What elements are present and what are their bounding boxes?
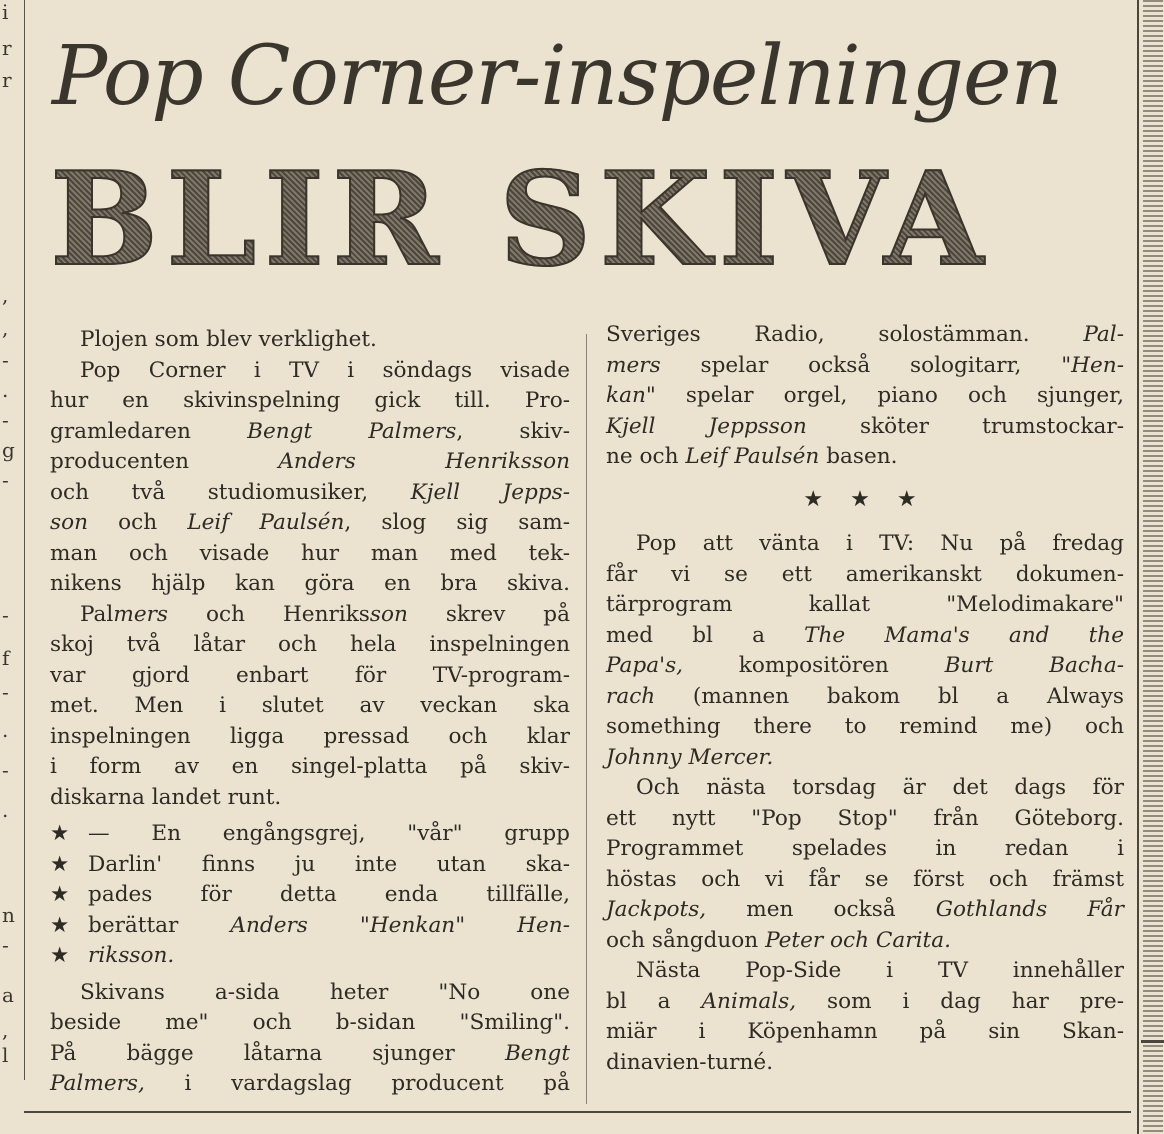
star-icon: ★ [50, 943, 70, 968]
edge-letter: l [2, 1043, 9, 1067]
text-line: med bl a The Mama's and the [606, 622, 1124, 648]
text-line: Och nästa torsdag är det dags för [636, 775, 1124, 800]
edge-letter: r [2, 36, 12, 60]
text-line: mers spelar också sologitarr, "Hen- [606, 352, 1124, 378]
text-line: och sångduon Peter och Carita. [606, 927, 951, 953]
text-line: hur en skivinspelning gick till. Pro- [50, 388, 570, 413]
edge-letter: - [2, 680, 9, 704]
text-line: son och Leif Paulsén, slog sig sam- [50, 510, 570, 535]
edge-letter: . [2, 718, 9, 742]
star-line-text: pades för detta enda tillfälle, [88, 882, 570, 907]
text-line: met. Men i slutet av veckan ska [50, 693, 570, 718]
text-line: bl a Animals, som i dag har pre- [606, 988, 1124, 1014]
star-line-text: — En engångsgrej, "vår" grupp [88, 821, 570, 846]
text-line: ne och Leif Paulsén basen. [606, 444, 898, 469]
text-line: Programmet spelades in redan i [606, 836, 1124, 861]
edge-letter: i [2, 0, 9, 24]
star-line [50, 911, 570, 942]
star-icon: ★ [50, 821, 70, 846]
edge-letter: - [2, 468, 9, 492]
text-line: Skivans a-sida heter "No one [80, 979, 570, 1005]
text-line: producenten Anders Henriksson [50, 449, 571, 474]
text-line: får vi se ett amerikanskt dokumen- [606, 561, 1124, 587]
edge-letter: g [2, 438, 15, 462]
article-headline: BLIR SKIVA [50, 145, 992, 295]
edge-letter: - [2, 933, 9, 957]
star-icon: ★ [50, 851, 70, 877]
star-icon: ★ [50, 912, 70, 938]
text-line: höstas och vi får se först och främst [606, 866, 1124, 892]
star-line [50, 880, 570, 911]
text-line: beside me" och b-sidan "Smiling". [50, 1010, 570, 1035]
edge-letter: , [2, 283, 9, 307]
edge-letter: , [2, 1018, 9, 1042]
edge-letter: . [2, 378, 9, 402]
edge-letter: - [2, 408, 9, 432]
star-line [50, 941, 570, 972]
star-line-text: Darlin' finns ju inte utan ska- [88, 851, 570, 877]
star-icon: ★ [50, 882, 70, 907]
text-line: Johnny Mercer. [606, 744, 774, 770]
edge-letter: r [2, 68, 12, 92]
text-line: kan" spelar orgel, piano och sjunger, [606, 383, 1124, 408]
edge-letter: n [2, 903, 15, 927]
right-column [606, 320, 1124, 1078]
star-block [50, 819, 570, 972]
text-line: inspelningen ligga pressad och klar [50, 723, 570, 749]
text-line: tärprogram kallat "Melodimakare" [606, 592, 1124, 617]
left-column [50, 325, 570, 1100]
edge-letter: - [2, 758, 9, 782]
text-line: Jackpots, men också Gothlands Får [606, 897, 1124, 922]
ornamental-border [1131, 0, 1164, 1134]
text-line: skoj två låtar och hela inspelningen [50, 632, 570, 657]
star-line-text: berättar Anders "Henkan" Hen- [88, 912, 570, 938]
edge-letter: - [2, 603, 9, 627]
text-line: gramledaren Bengt Palmers, skiv- [50, 418, 570, 444]
edge-letter: a [2, 983, 14, 1007]
text-line: nikens hjälp kan göra en bra skiva. [50, 571, 570, 596]
edge-letter: , [2, 316, 9, 340]
bottom-rule [24, 1111, 1131, 1113]
text-line: och två studiomusiker, Kjell Jepps- [50, 479, 570, 505]
text-line: diskarna landet runt. [50, 784, 282, 810]
text-line: Palmers, i vardagslag producent på [50, 1071, 570, 1096]
text-line: dinavien-turné. [606, 1049, 774, 1075]
text-line: Pop Corner i TV i söndags visade [80, 357, 570, 383]
edge-letter: f [2, 646, 10, 670]
star-separator: ★ ★ ★ [803, 486, 927, 512]
column-divider [586, 334, 587, 1104]
text-line: something there to remind me) och [606, 714, 1124, 739]
text-line: miär i Köpenhamn på sin Skan- [606, 1019, 1124, 1044]
text-line: Plojen som blev verklighet. [80, 327, 377, 352]
edge-letter: . [2, 798, 9, 822]
text-line: ett nytt "Pop Stop" från Göteborg. [606, 805, 1124, 831]
star-line-text: riksson. [88, 943, 175, 968]
text-line: i form av en singel-platta på skiv- [50, 754, 570, 779]
article-title: Pop Corner-inspelningen [52, 29, 1063, 124]
adjacent-column-edge [0, 0, 25, 1080]
text-line: rach (mannen bakom bl a Always [606, 683, 1124, 709]
star-line [50, 819, 570, 850]
text-line: Palmers och Henriksson skrev på [80, 601, 570, 627]
text-line: var gjord enbart för TV-program- [50, 662, 570, 688]
text-line: Kjell Jeppsson sköter trumstockar- [606, 413, 1124, 439]
text-line: Nästa Pop-Side i TV innehåller [636, 958, 1124, 983]
text-line: Papa's, kompositören Burt Bacha- [606, 653, 1124, 678]
edge-letter: - [2, 348, 9, 372]
text-line: På bägge låtarna sjunger Bengt [50, 1040, 570, 1066]
star-line [50, 850, 570, 881]
text-line: Pop att vänta i TV: Nu på fredag [636, 531, 1124, 556]
text-line: Sveriges Radio, solostämman. Pal- [606, 322, 1124, 347]
text-line: man och visade hur man med tek- [50, 540, 570, 566]
